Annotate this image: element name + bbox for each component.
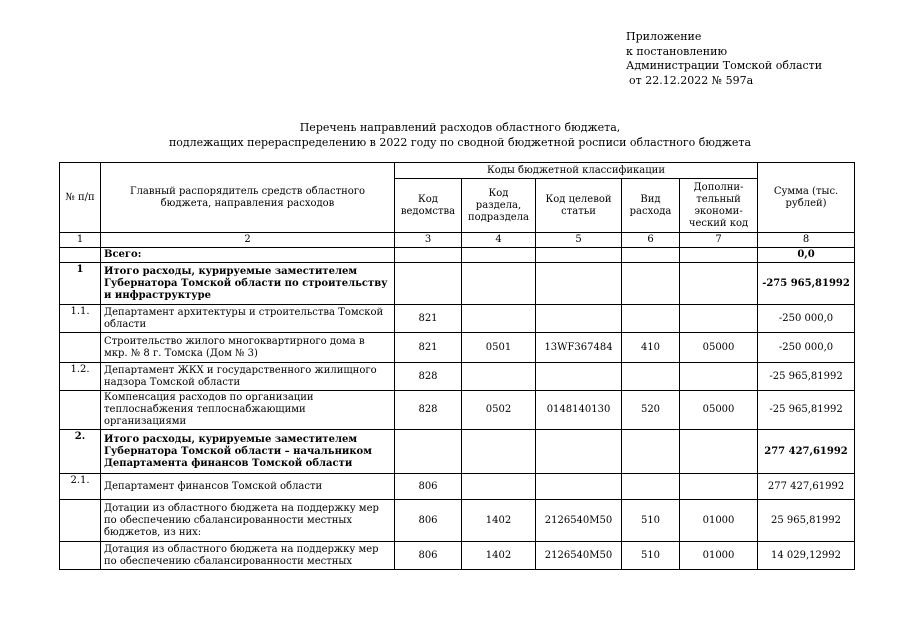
row-razdel: 0502 <box>462 391 536 430</box>
row-razdel <box>462 363 536 391</box>
row-extra: 05000 <box>680 333 758 363</box>
row-num: 2. <box>60 430 101 474</box>
row-vedomstvo: 828 <box>395 363 462 391</box>
row-vedomstvo: 821 <box>395 333 462 363</box>
budget-table <box>59 162 855 570</box>
row-extra <box>680 430 758 474</box>
row-num <box>60 391 101 430</box>
appendix-block <box>626 30 822 88</box>
row-extra <box>680 263 758 305</box>
header-target: Код целевой статьи <box>536 179 622 233</box>
table-row <box>60 248 855 263</box>
colnum: 3 <box>395 233 462 248</box>
row-razdel: 1402 <box>462 500 536 542</box>
row-vid <box>622 248 680 263</box>
row-razdel <box>462 263 536 305</box>
row-target: 2126540M50 <box>536 542 622 570</box>
row-target: 0148140130 <box>536 391 622 430</box>
document-title <box>90 120 830 150</box>
row-num: 1 <box>60 263 101 305</box>
row-vedomstvo: 821 <box>395 305 462 333</box>
row-target <box>536 363 622 391</box>
row-extra: 01000 <box>680 542 758 570</box>
row-name: Дотация из областного бюджета на поддержку мер по обеспечению сбалансированности местных <box>101 542 395 570</box>
row-vedomstvo: 806 <box>395 500 462 542</box>
header-extra: Дополни-тельный экономи-ческий код <box>680 179 758 233</box>
row-name: Строительство жилого многоквартирного дома в мкр. № 8 г. Томска (Дом № 3) <box>101 333 395 363</box>
row-num <box>60 333 101 363</box>
row-extra: 05000 <box>680 391 758 430</box>
row-name: Департамент финансов Томской области <box>101 474 395 500</box>
colnum: 4 <box>462 233 536 248</box>
row-vid: 510 <box>622 500 680 542</box>
title-line-2: подлежащих перераспределению в 2022 году по сводной бюджетной росписи областного бюджета <box>168 136 752 149</box>
table-row <box>60 363 855 391</box>
row-name: Департамент архитектуры и строительства Томской области <box>101 305 395 333</box>
row-razdel: 0501 <box>462 333 536 363</box>
header-name: Главный распорядитель средств областного бюджета, направления расходов <box>101 163 395 233</box>
row-sum: 0,0 <box>758 248 855 263</box>
row-target <box>536 263 622 305</box>
appendix-line-3: Администрации Томской области <box>626 59 823 72</box>
colnum: 2 <box>101 233 395 248</box>
table-row <box>60 500 855 542</box>
colnum: 7 <box>680 233 758 248</box>
header-codes-group: Коды бюджетной классификации <box>395 163 758 179</box>
table-row <box>60 391 855 430</box>
row-name: Компенсация расходов по организации теплоснабжения теплоснабжающими организациями <box>101 391 395 430</box>
table-row <box>60 474 855 500</box>
row-sum: 277 427,61992 <box>758 474 855 500</box>
title-line-1: Перечень направлений расходов областного бюджета, <box>299 121 621 134</box>
row-target <box>536 248 622 263</box>
row-sum: 14 029,12992 <box>758 542 855 570</box>
row-num: 1.2. <box>60 363 101 391</box>
appendix-line-4: от 22.12.2022 № 597а <box>629 73 754 87</box>
row-sum: -250 000,0 <box>758 305 855 333</box>
row-sum: 25 965,81992 <box>758 500 855 542</box>
row-vid <box>622 305 680 333</box>
row-vid: 410 <box>622 333 680 363</box>
row-sum: 277 427,61992 <box>758 430 855 474</box>
colnum: 1 <box>60 233 101 248</box>
appendix-line-1: Приложение <box>626 30 702 43</box>
row-vid <box>622 263 680 305</box>
table-row <box>60 430 855 474</box>
row-vedomstvo: 806 <box>395 474 462 500</box>
row-vid <box>622 363 680 391</box>
table-row <box>60 333 855 363</box>
row-razdel: 1402 <box>462 542 536 570</box>
header-vedomstvo: Код ведомства <box>395 179 462 233</box>
row-razdel <box>462 305 536 333</box>
row-vedomstvo <box>395 263 462 305</box>
row-sum: -250 000,0 <box>758 333 855 363</box>
colnum: 8 <box>758 233 855 248</box>
row-extra <box>680 305 758 333</box>
appendix-line-2: к постановлению <box>626 44 728 58</box>
row-vid: 520 <box>622 391 680 430</box>
row-target <box>536 305 622 333</box>
row-num <box>60 248 101 263</box>
row-vid <box>622 430 680 474</box>
row-sum: -275 965,81992 <box>758 263 855 305</box>
header-razdel: Код раздела, подраздела <box>462 179 536 233</box>
row-name: Департамент ЖКХ и государственного жилищного надзора Томской области <box>101 363 395 391</box>
row-name: Итого расходы, курируемые заместителем Губернатора Томской области по строительству и инфраструктуре <box>101 263 395 305</box>
row-target <box>536 474 622 500</box>
row-num: 1.1. <box>60 305 101 333</box>
header-sum: Сумма (тыс. рублей) <box>758 163 855 233</box>
row-num: 2.1. <box>60 474 101 500</box>
row-extra: 01000 <box>680 500 758 542</box>
row-razdel <box>462 248 536 263</box>
row-vedomstvo: 806 <box>395 542 462 570</box>
row-vedomstvo <box>395 248 462 263</box>
row-name: Итого расходы, курируемые заместителем Губернатора Томской области – начальником Департамента финансов Томской области <box>101 430 395 474</box>
colnum: 5 <box>536 233 622 248</box>
row-razdel <box>462 430 536 474</box>
row-extra <box>680 363 758 391</box>
row-sum: -25 965,81992 <box>758 391 855 430</box>
table-row <box>60 305 855 333</box>
table-row <box>60 542 855 570</box>
row-name: Всего: <box>101 248 395 263</box>
row-target: 13WF367484 <box>536 333 622 363</box>
table-row <box>60 263 855 305</box>
row-vedomstvo: 828 <box>395 391 462 430</box>
row-vid: 510 <box>622 542 680 570</box>
row-num <box>60 500 101 542</box>
row-sum: -25 965,81992 <box>758 363 855 391</box>
row-extra <box>680 474 758 500</box>
row-target: 2126540M50 <box>536 500 622 542</box>
header-num: № п/п <box>60 163 101 233</box>
row-vedomstvo <box>395 430 462 474</box>
row-extra <box>680 248 758 263</box>
row-vid <box>622 474 680 500</box>
row-num <box>60 542 101 570</box>
row-name: Дотации из областного бюджета на поддержку мер по обеспечению сбалансированности местных бюджетов, из них: <box>101 500 395 542</box>
colnum: 6 <box>622 233 680 248</box>
row-razdel <box>462 474 536 500</box>
column-numbers-row <box>60 233 855 248</box>
header-vid: Вид расхода <box>622 179 680 233</box>
row-target <box>536 430 622 474</box>
